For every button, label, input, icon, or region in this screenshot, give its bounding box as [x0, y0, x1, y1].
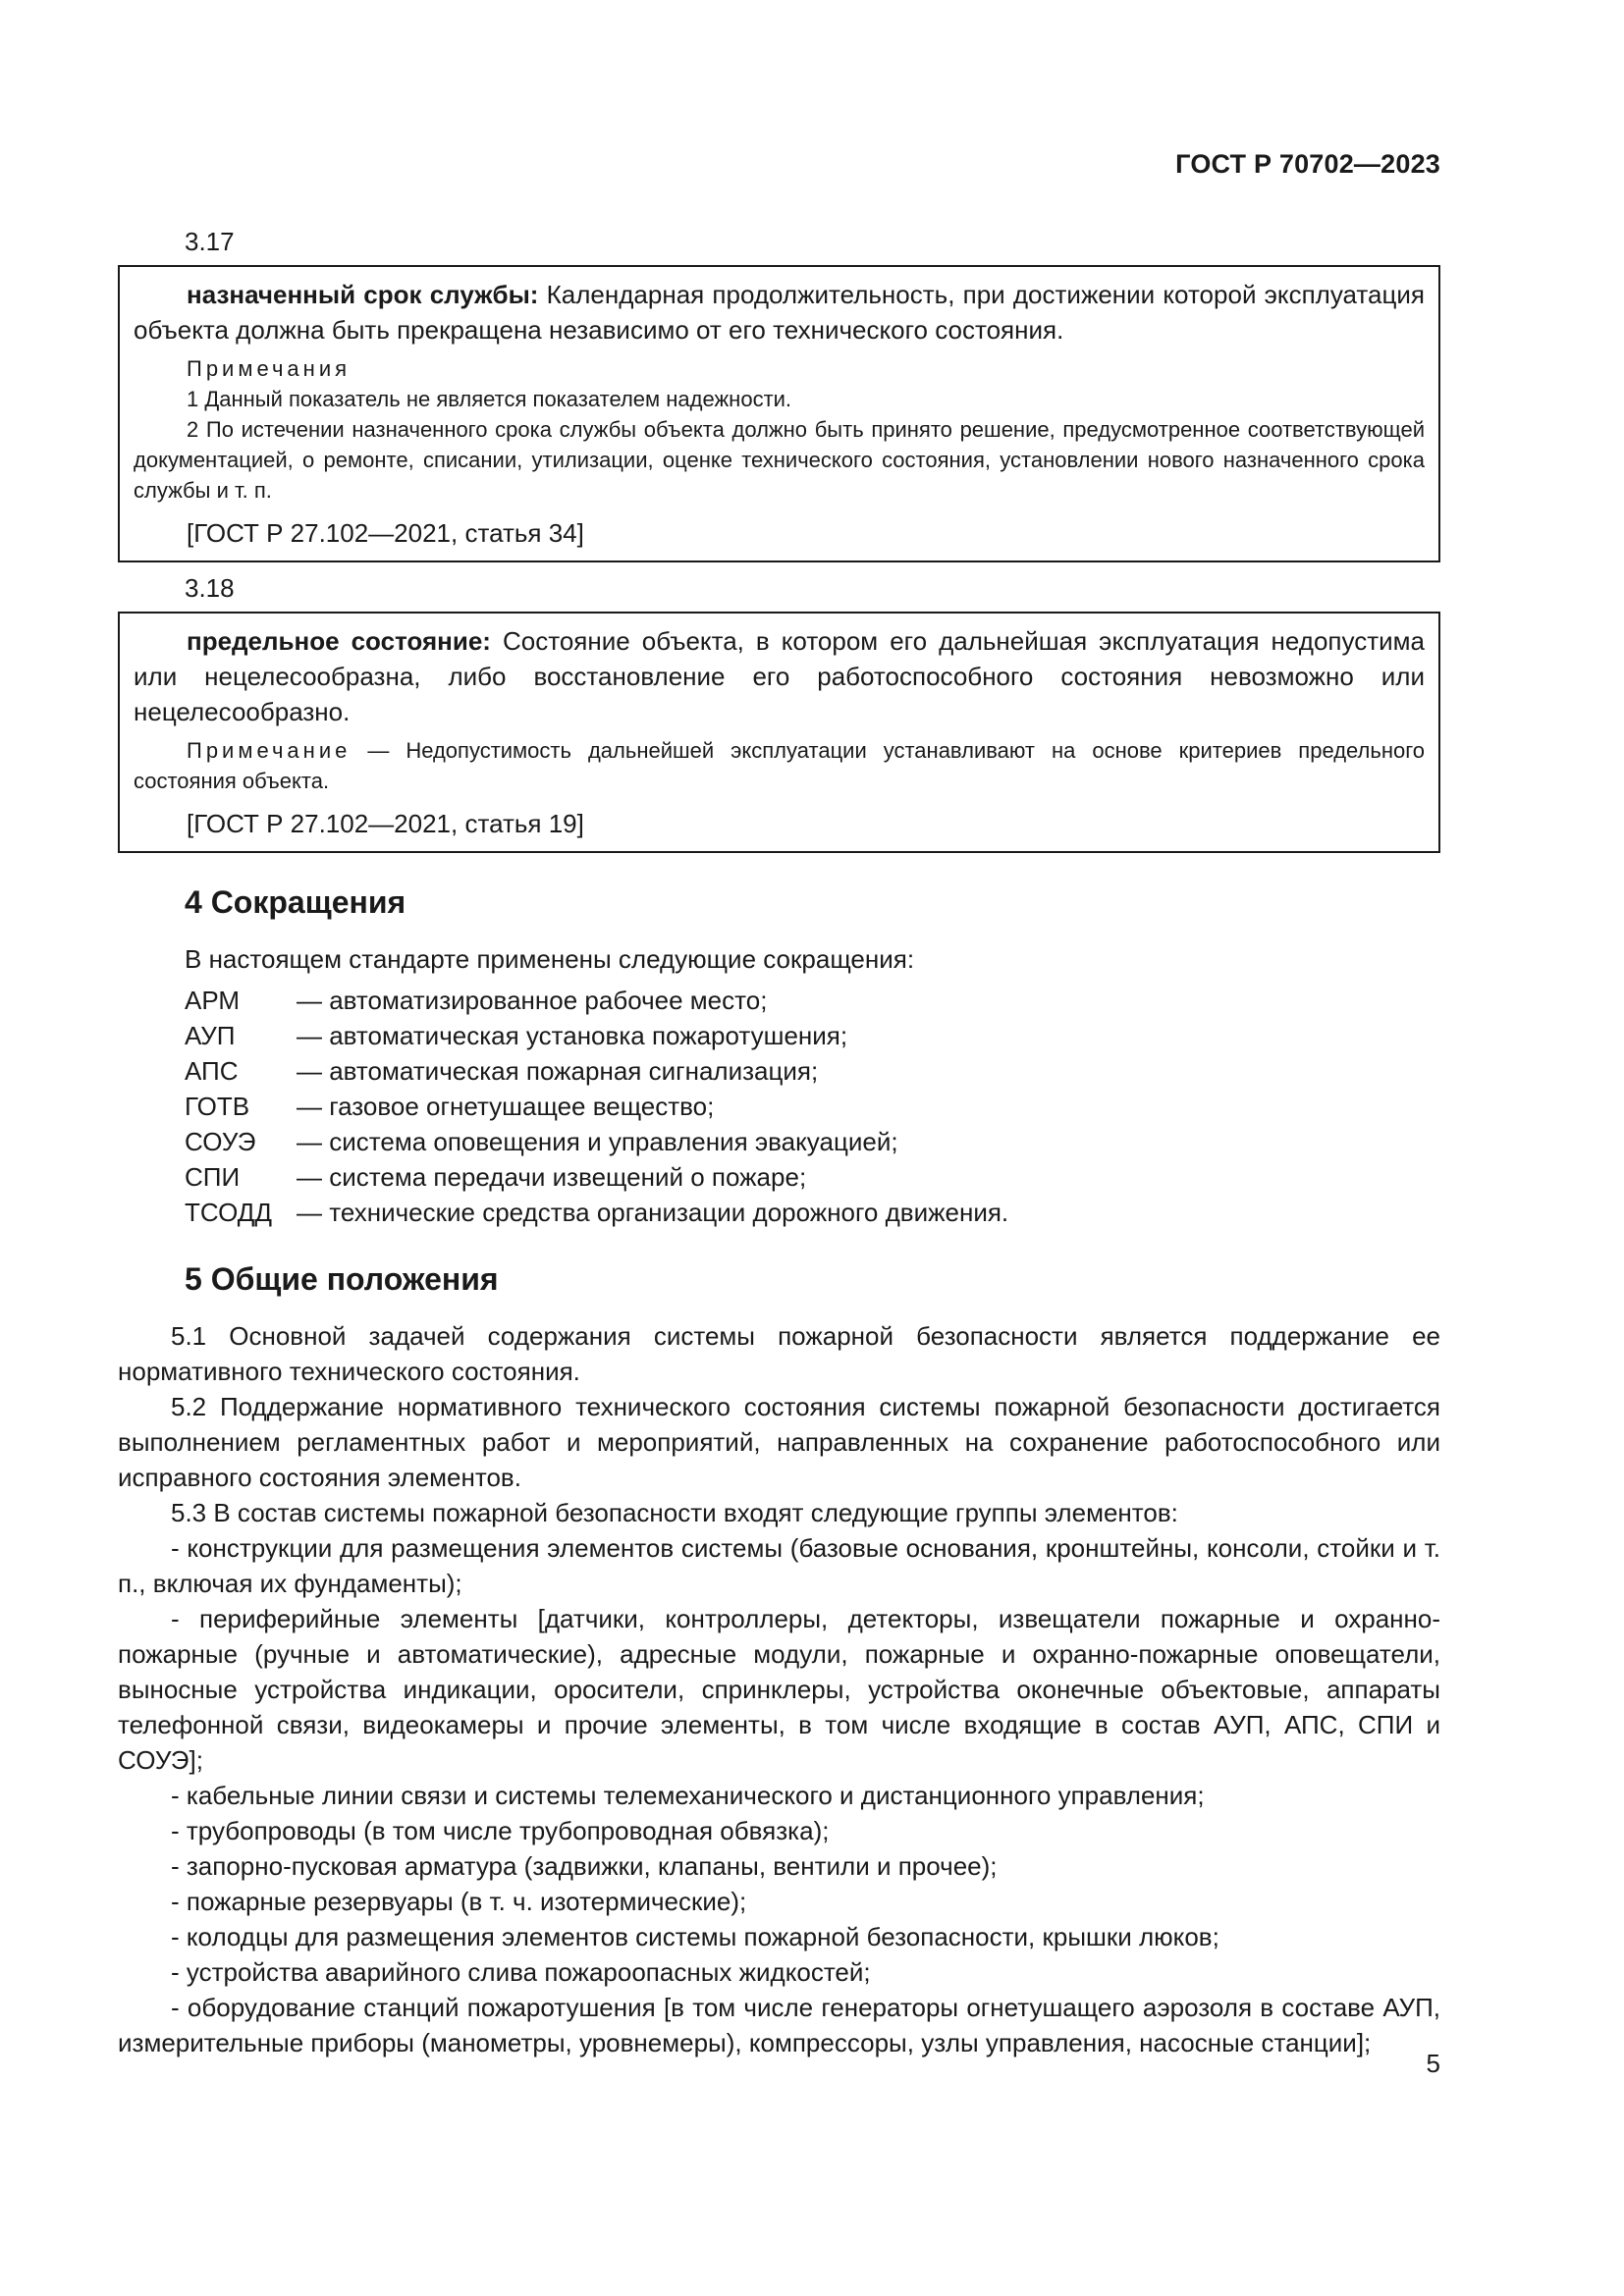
list-item: - устройства аварийного слива пожароопасных жидкостей;: [171, 1957, 871, 1987]
abbreviation-item: ГОТВ — газовое огнетушащее вещество;: [185, 1092, 715, 1121]
term-note: [134, 735, 1425, 796]
page-number: 5: [1426, 2049, 1440, 2078]
note-text: — Недопустимость дальнейшей эксплуатации устанавливают на основе критериев предельного состояния объекта.: [134, 738, 1425, 793]
list-item: - колодцы для размещения элементов системы пожарной безопасности, крышки люков;: [171, 1922, 1219, 1951]
list-item: - трубопроводы (в том числе трубопроводная обвязка);: [171, 1816, 830, 1845]
term-source: [ГОСТ Р 27.102—2021, статья 34]: [187, 518, 584, 548]
paragraph: 5.3 В состав системы пожарной безопасности входят следующие группы элементов:: [171, 1498, 1178, 1527]
abbreviation-item: АРМ — автоматизированное рабочее место;: [185, 986, 768, 1015]
term-definition: [134, 277, 1425, 347]
note-item: 2 По истечении назначенного срока службы объекта должно быть принято решение, предусмотренное соответствующей документацией, о ремонте, списании, утилизации, оценке технического состояния, установлении нового назначенного срока службы и т. п.: [134, 417, 1425, 503]
term-notes: [134, 353, 1425, 506]
abbreviation-item: СПИ — система передачи извещений о пожаре;: [185, 1162, 807, 1192]
abbreviations-list: [118, 983, 1440, 1230]
section-title: 5 Общие положения: [185, 1261, 499, 1297]
list-item: - пожарные резервуары (в т. ч. изотермические);: [171, 1887, 747, 1916]
paragraph: 5.1 Основной задачей содержания системы пожарной безопасности является поддержание ее нормативного технического состояния.: [118, 1321, 1440, 1386]
list-item: - запорно-пусковая арматура (задвижки, клапаны, вентили и прочее);: [171, 1851, 998, 1881]
term-source: [ГОСТ Р 27.102—2021, статья 19]: [187, 809, 584, 838]
term-definition-box: [118, 612, 1440, 853]
term-name: назначенный срок службы:: [187, 280, 539, 309]
abbreviation-item: ТСОДД — технические средства организации дорожного движения.: [185, 1198, 1009, 1227]
section-title: 4 Сокращения: [185, 884, 406, 920]
list-item: - периферийные элементы [датчики, контроллеры, детекторы, извещатели пожарные и охранно-пожарные (ручные и автоматические), адресные модули, пожарные и охранно-пожарные оповещатели, выносные устройства индикации, оросители, спринклеры, устройства оконечные объектовые, аппараты телефонной связи, видеокамеры и прочие элементы, в том числе входящие в состав АУП, АПС, СПИ и СОУЭ];: [118, 1604, 1440, 1775]
term-number: 3.17: [185, 227, 235, 256]
term-name: предельное состояние:: [187, 626, 491, 656]
abbreviations-intro: В настоящем стандарте применены следующие сокращения:: [185, 944, 915, 974]
list-item: - конструкции для размещения элементов системы (базовые основания, кронштейны, консоли, стойки и т. п., включая их фундаменты);: [118, 1533, 1440, 1598]
term-definition: [134, 623, 1425, 729]
abbreviation-item: СОУЭ — система оповещения и управления эвакуацией;: [185, 1127, 898, 1156]
term-definition-text: Календарная продолжительность, при достижении которой эксплуатация объекта должна быть прекращена независимо от его технического состояния.: [134, 280, 1426, 345]
note-label: Примечание: [187, 738, 352, 763]
term-definition-text: Состояние объекта, в котором его дальнейшая эксплуатация недопустима или нецелесообразна, либо восстановление его работоспособного состояния невозможно или нецелесообразно.: [134, 626, 1425, 726]
note-item: 1 Данный показатель не является показателем надежности.: [187, 387, 792, 411]
abbreviation-item: АУП — автоматическая установка пожаротушения;: [185, 1021, 848, 1050]
document-code: ГОСТ Р 70702—2023: [1175, 149, 1440, 179]
list-item: - кабельные линии связи и системы телемеханического и дистанционного управления;: [171, 1781, 1205, 1810]
term-definition-box: [118, 265, 1440, 562]
notes-title: Примечания: [187, 356, 352, 381]
section-body: [118, 1318, 1440, 2060]
term-number: 3.18: [185, 573, 235, 603]
paragraph: 5.2 Поддержание нормативного технического состояния системы пожарной безопасности достигается выполнением регламентных работ и мероприятий, направленных на сохранение работоспособного или исправного состояния элементов.: [118, 1392, 1440, 1492]
page-content: [118, 226, 1440, 2060]
abbreviation-item: АПС — автоматическая пожарная сигнализация;: [185, 1056, 819, 1086]
list-item: - оборудование станций пожаротушения [в том числе генераторы огнетушащего аэрозоля в составе АУП, измерительные приборы (манометры, уровнемеры), компрессоры, узлы управления, насосные станции];: [118, 1993, 1440, 2057]
